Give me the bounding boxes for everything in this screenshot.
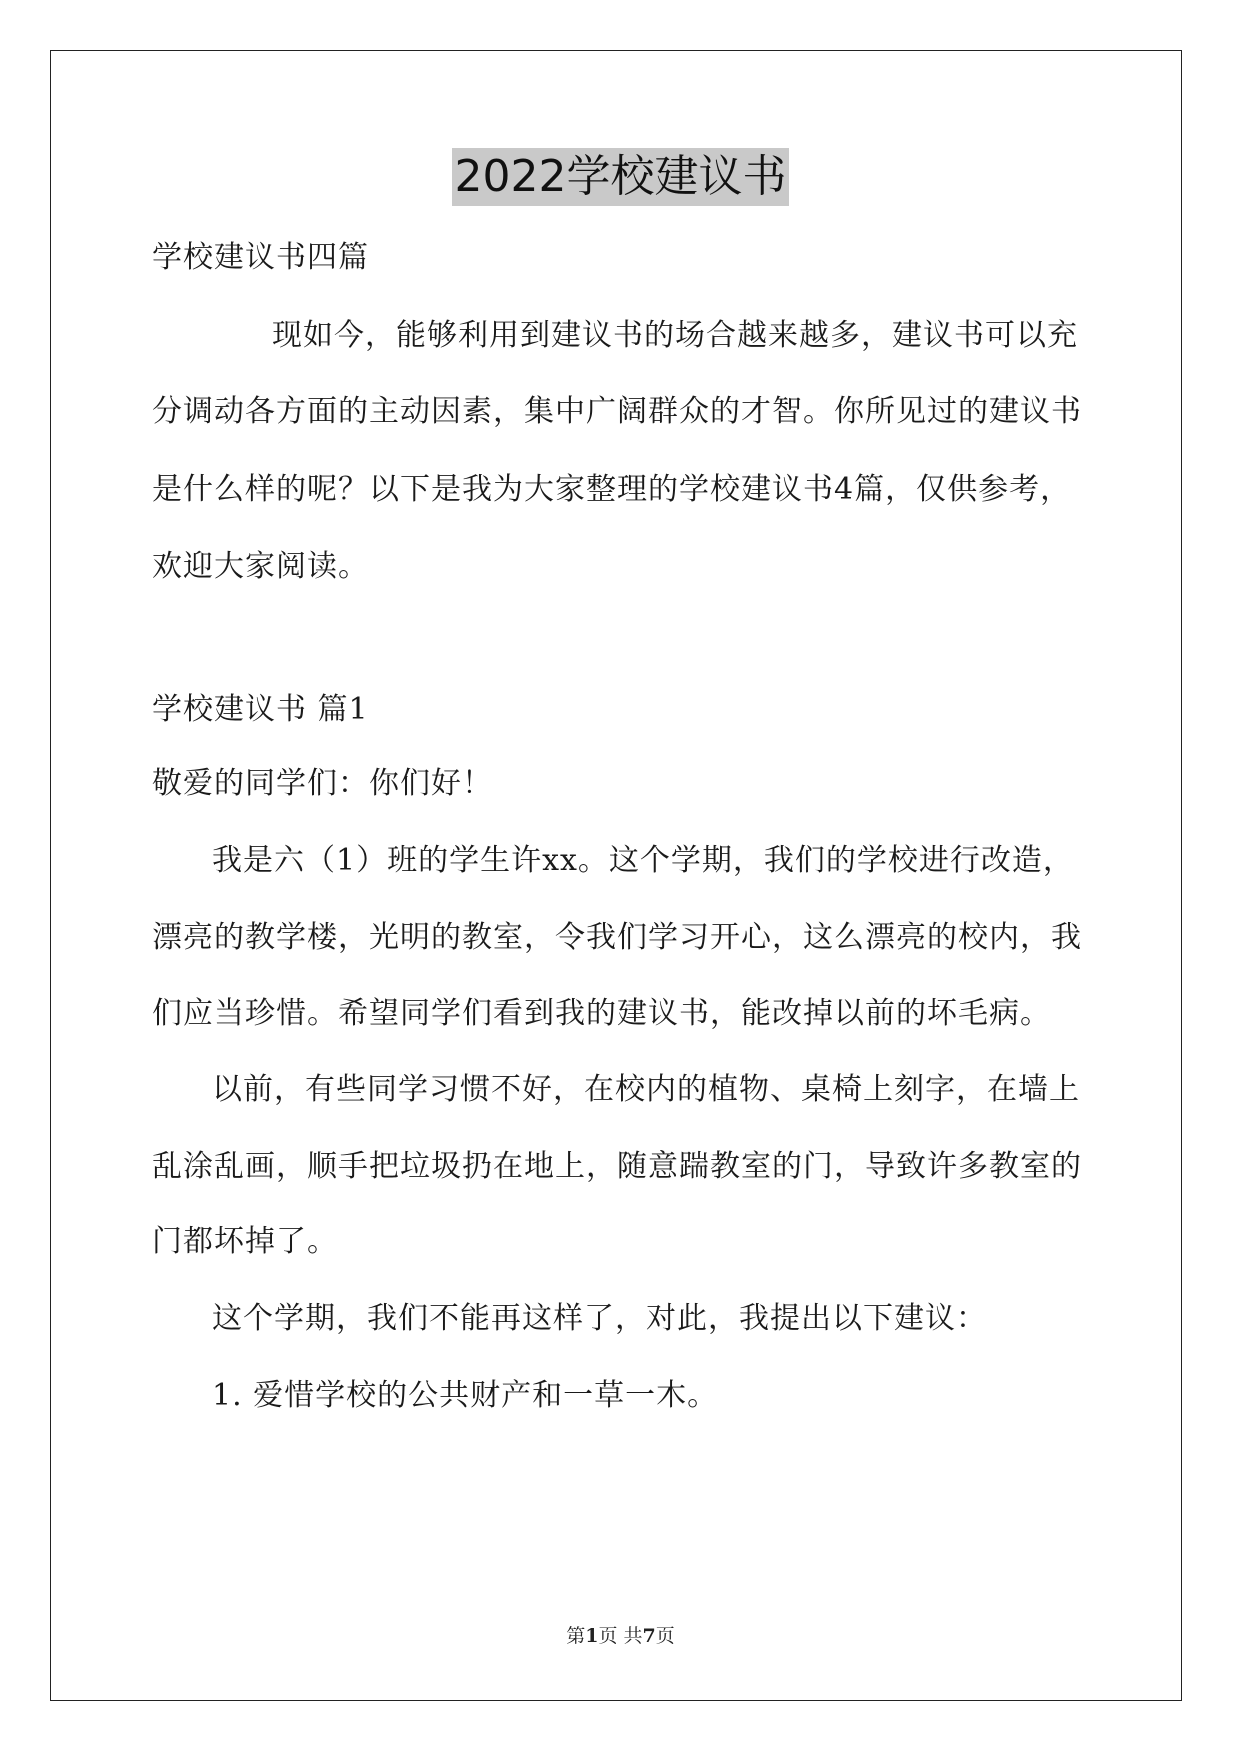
footer-suffix: 页 [655,1625,675,1647]
body-line-1: 我是六（1）班的学生许xx。这个学期，我们的学校进行改造， [212,843,1074,878]
body-line-4: 以前，有些同学习惯不好，在校内的植物、桌椅上刻字，在墙上 [212,1072,1080,1107]
greeting: 敬爱的同学们：你们好！ [152,766,493,801]
footer-mid: 页 共 [598,1625,643,1647]
document-title: 2022学校建议书 [452,148,790,206]
section-heading: 学校建议书 篇1 [152,692,369,727]
body-line-5: 乱涂乱画，顺手把垃圾扔在地上，随意踹教室的门，导致许多教室的 [152,1149,1082,1184]
body-line-6: 门都坏掉了。 [152,1224,338,1259]
intro-line-1: 现如今，能够利用到建议书的场合越来越多，建议书可以充 [272,318,1078,353]
footer-prefix: 第 [566,1625,586,1647]
title-container [0,148,1241,206]
footer-total-pages: 7 [642,1625,656,1647]
body-line-7: 这个学期，我们不能再这样了，对此，我提出以下建议： [212,1301,987,1336]
footer-current-page: 1 [585,1625,599,1647]
page-footer [0,1624,1241,1648]
document-subtitle: 学校建议书四篇 [152,240,369,275]
intro-line-2: 分调动各方面的主动因素，集中广阔群众的才智。你所见过的建议书 [152,394,1082,429]
intro-line-3: 是什么样的呢？以下是我为大家整理的学校建议书4篇，仅供参考， [152,472,1072,507]
intro-line-4: 欢迎大家阅读。 [152,549,369,584]
body-line-2: 漂亮的教学楼，光明的教室，令我们学习开心，这么漂亮的校内，我 [152,920,1082,955]
list-item-1: 1. 爱惜学校的公共财产和一草一木。 [212,1378,719,1413]
body-line-3: 们应当珍惜。希望同学们看到我的建议书，能改掉以前的坏毛病。 [152,996,1051,1031]
